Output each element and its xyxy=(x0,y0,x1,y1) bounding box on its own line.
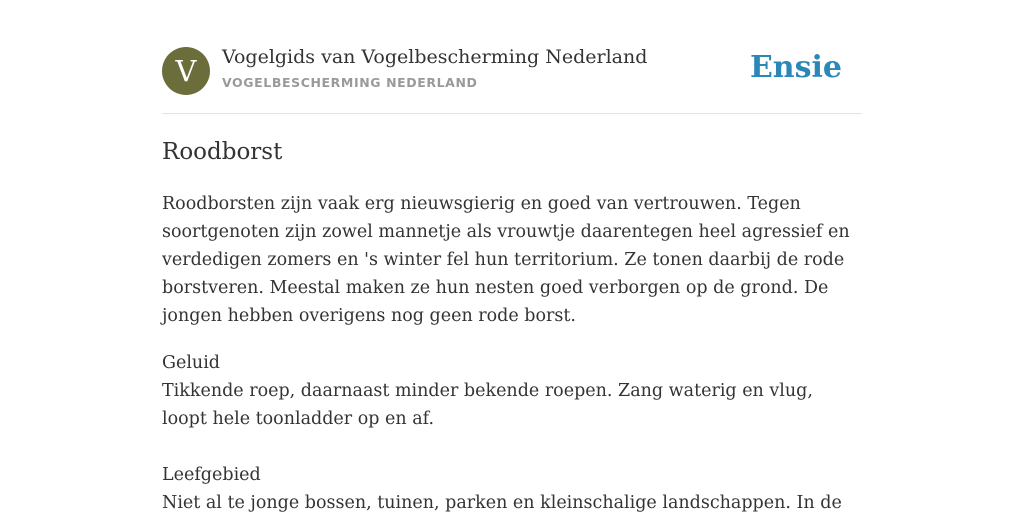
section-heading-geluid: Geluid xyxy=(162,353,221,373)
source-title[interactable]: Vogelgids van Vogelbescherming Nederland xyxy=(222,46,648,68)
source-subtitle[interactable]: VOGELBESCHERMING NEDERLAND xyxy=(222,75,478,90)
section-text-geluid: Tikkende roep, daarnaast minder bekende roepen. Zang waterig en vlug, loopt hele toonladder op en af. xyxy=(162,381,813,429)
section-spacer xyxy=(162,433,862,461)
entry-body xyxy=(162,190,862,512)
page-container xyxy=(162,0,862,512)
header xyxy=(162,0,862,114)
section-text-leefgebied: Niet al te jonge bossen, tuinen, parken en kleinschalige landschappen. In de xyxy=(162,493,842,512)
avatar[interactable] xyxy=(162,47,210,95)
entry-title: Roodborst xyxy=(162,139,283,165)
entry-paragraph: Roodborsten zijn vaak erg nieuwsgierig en goed van vertrouwen. Tegen soortgenoten zijn zowel mannetje als vrouwtje daarentegen heel agressief en verdedigen zomers en 's winter fel hun territorium. Ze tonen daarbij de rode borstveren. Meestal maken ze hun nesten goed verborgen op de grond. De jongen hebben overigens nog geen rode borst. xyxy=(162,194,850,326)
avatar-letter: V xyxy=(175,54,197,88)
brand-logo-link[interactable]: Ensie xyxy=(749,50,842,85)
section-heading-leefgebied: Leefgebied xyxy=(162,465,261,485)
